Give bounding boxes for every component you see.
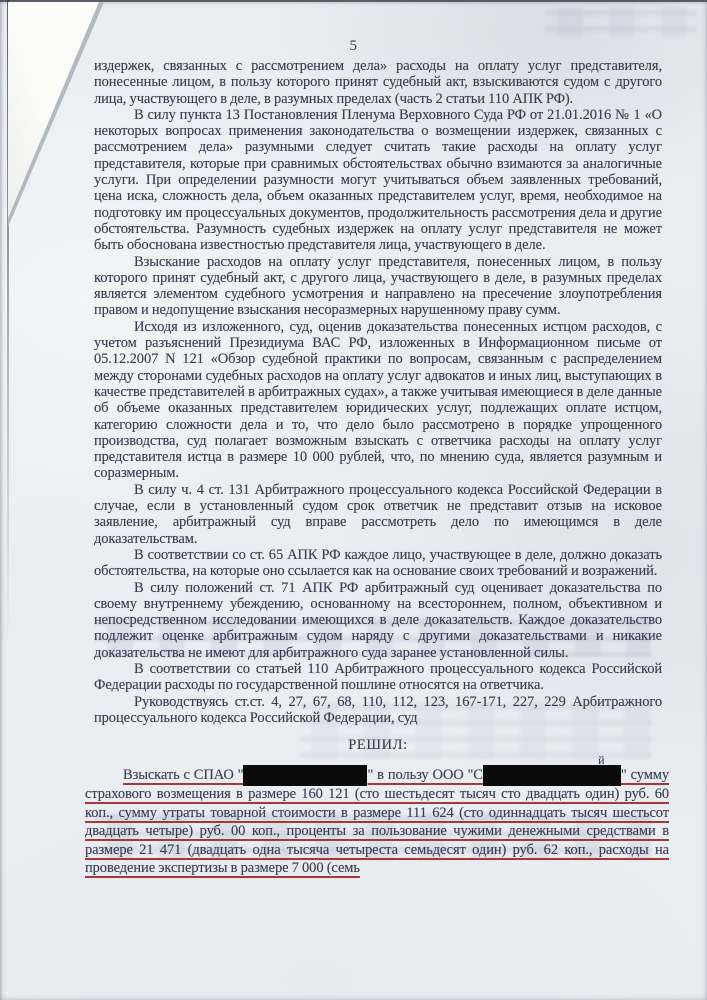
ruling-heading: РЕШИЛ: <box>348 737 408 754</box>
folded-corner <box>8 2 99 218</box>
redaction-peek-char: й <box>598 753 605 768</box>
redaction-bar-defendant <box>243 765 367 786</box>
bleed-through-text-top-right <box>545 7 697 37</box>
decision-text-mid: " в пользу ООО "С <box>367 767 483 784</box>
paragraph-recovery-discretion: Взыскание расходов на оплату услуг представителя, понесенных лицом, в пользу которого принят судебный акт, с другого лица, участвующего в деле, в разумных пределах является элементом судебного усмотрения и направлено на пресечение злоупотребления правом и недопущение взыскания несоразмерных нарушенному праву сумм. <box>94 253 662 319</box>
paragraph-costs-continuation: издержек, связанных с рассмотрением дела» расходы на оплату услуг представителя, понесенные лицом, в пользу которого принят судебный акт, взыскиваются судом с другого лица, участвующего в деле, в разумных пределах (часть 2 статьи 110 АПК РФ). <box>94 58 662 107</box>
decision-paragraph <box>85 753 670 878</box>
paragraph-court-assessment: Исходя из изложенного, суд, оценив доказательства понесенных истцом расходов, с учетом разъяснений Президиума ВАС РФ, изложенных в Информационном письме от 05.12.2007 N 121 «Обзор судебной практики по вопросам, связанным с распределением между сторонами судебных расходов на оплату услуг адвокатов и иных лиц, выступающих в качестве представителей в арбитражных судах», а также учитывая имеющиеся в деле данные об объеме оказанных представителем юридических услуг, подлежащих оплате истцом, категорию сложности дела и то, что дело было рассмотрено в порядке упрощенного производства, суд полагает возможным взыскать с ответчика расходы на оплату услуг представителя истца в размере 10 000 рублей, что, по мнению суда, является разумным и соразмерным. <box>94 318 662 482</box>
paragraph-art-65: В соответствии со ст. 65 АПК РФ каждое лицо, участвующее в деле, должно доказать обстоятельства, на которые оно ссылается как на основание своих требований и возражений. <box>94 546 662 580</box>
decision-text-pre: Взыскать с СПАО " <box>123 767 244 784</box>
scan-edge-top <box>0 0 707 2</box>
paragraph-plenum-13: В силу пункта 13 Постановления Пленума Верховного Суда РФ от 21.01.2016 № 1 «О некоторых вопросах применения законодательства о возмещении издержек, связанных с рассмотрением дела» разумными следует считать такие расходы на оплату услуг представителя, которые при сравнимых обстоятельствах обычно взимаются за аналогичные услуги. При определении разумности могут учитываться объем заявленных требований, цена иска, сложность дела, объем оказанных представителем услуг, время, необходимое на подготовку им процессуальных документов, продолжительность рассмотрения дела и другие обстоятельства. Разумность судебных издержек на оплату услуг представителя не может быть обоснована известностью представителя лица, участвующего в деле. <box>94 106 662 254</box>
redaction-bar-plaintiff <box>483 753 621 786</box>
paragraph-art-110: В соответствии со статьей 110 Арбитражного процессуального кодекса Российской Федерации расходы по государственной пошлине относятся на ответчика. <box>94 660 662 694</box>
paragraph-art-131: В силу ч. 4 ст. 131 Арбитражного процессуального кодекса Российской Федерации в случае, если в установленный судом срок ответчик не представит отзыв на исковое заявление, арбитражный суд вправе рассмотреть дело по имеющимся в деле доказательствам. <box>94 481 662 547</box>
decision-text-rest: " сумму страхового возмещения в размере 160 121 (сто шестьдесят тысяч сто двадцать один) руб. 60 коп., сумму утраты товарной стоимости в размере 111 624 (сто одиннадцать тысяч шестьсот двадцать четыре) руб. 00 коп., проценты за пользование чужими денежными средствами в размере 21 471 (двадцать одна тысяча четыреста семьдесят один) руб. 62 коп., расходы на проведение экспертизы в размере 7 000 (семь <box>85 767 670 877</box>
paragraph-art-71: В силу положений ст. 71 АПК РФ арбитражный суд оценивает доказательства по своему внутреннему убеждению, основанному на всестороннем, полном, объективном и непосредственном исследовании имеющихся в деле доказательств. Каждое доказательство подлежит оценке арбитражным судом наряду с другими доказательствами и никакие доказательства не имеют для арбитражного суда заранее установленной силы. <box>94 579 662 661</box>
page-number: 5 <box>349 38 358 54</box>
paragraph-guided-by: Руководствуясь ст.ст. 4, 27, 67, 68, 110, 112, 123, 167-171, 227, 229 Арбитражного процессуального кодекса Российской Федерации, суд <box>94 693 662 726</box>
document-body <box>85 58 670 878</box>
